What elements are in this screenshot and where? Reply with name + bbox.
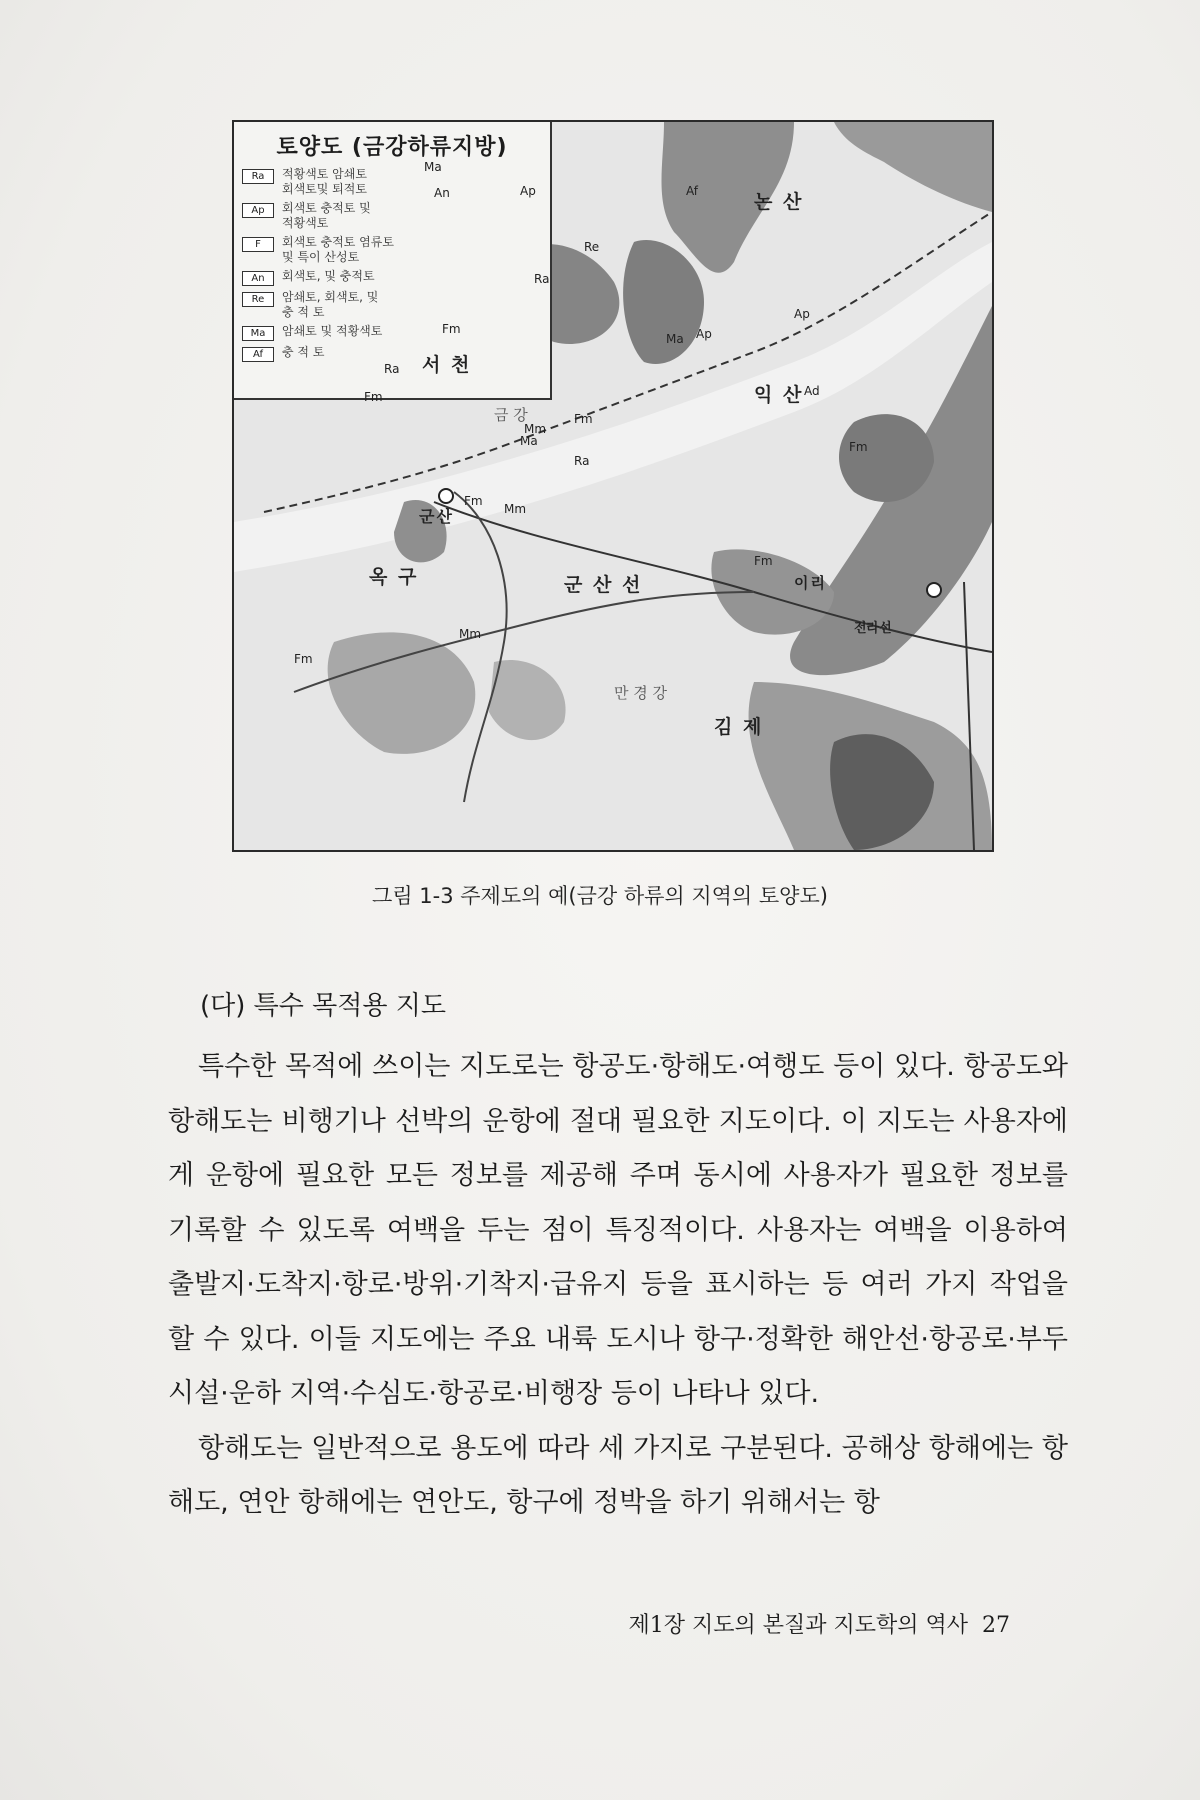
soil-code-label: Ap <box>696 327 712 341</box>
legend-item <box>242 235 542 265</box>
place-label-okgu: 옥 구 <box>369 566 419 588</box>
legend-text: 적황색토 암쇄토 회색토및 퇴적토 <box>282 167 367 196</box>
chapter-title: 제1장 지도의 본질과 지도학의 역사 <box>628 1613 968 1638</box>
soil-code-label: Fm <box>574 412 593 426</box>
legend-title: 토양도 (금강하류지방) <box>276 135 508 160</box>
soil-code-label: Re <box>584 240 600 254</box>
legend-item <box>242 324 542 341</box>
soil-code-label: Ra <box>574 454 590 468</box>
section-heading: (다) 특수 목적용 지도 <box>200 991 447 1021</box>
legend-item <box>242 290 542 320</box>
legend-text: 충 적 토 <box>282 345 325 359</box>
legend-text: 회색토 충적토 및 적황색토 <box>282 201 371 230</box>
paragraph: 항해도는 일반적으로 용도에 따라 세 가지로 구분된다. 공해상 항해에는 항해도, 연안 항해에는 연안도, 항구에 정박을 하기 위해서는 항 <box>168 1432 1068 1518</box>
soil-code-label: Mm <box>524 422 547 436</box>
place-label-iksan: 익 산 <box>754 384 804 406</box>
soil-code-label: Fm <box>442 322 461 336</box>
soil-code-label: Fm <box>849 440 868 454</box>
place-label-gimje: 김 제 <box>714 716 764 738</box>
place-label-gunsan-line: 군 산 선 <box>564 574 643 596</box>
page-footer <box>629 1608 1011 1639</box>
soil-code-label: Fm <box>294 652 313 666</box>
legend-item <box>242 345 542 362</box>
place-label-nonsan: 논 산 <box>754 191 804 213</box>
soil-code-label: Af <box>686 184 699 198</box>
legend-swatch: An <box>242 271 274 286</box>
legend-text: 암쇄토 및 적황색토 <box>282 324 383 338</box>
legend-item <box>242 201 542 231</box>
page-number: 27 <box>982 1613 1010 1638</box>
figure-caption: 그림 1-3 주제도의 예(금강 하류의 지역의 토양도) <box>372 884 828 908</box>
city-marker <box>927 583 941 597</box>
city-marker <box>439 489 453 503</box>
soil-code-label: Ra <box>384 362 400 376</box>
place-label-jeolla-line: 전라선 <box>854 621 892 636</box>
legend-swatch: Ap <box>242 203 274 218</box>
legend-text: 회색토, 및 충적토 <box>282 269 375 283</box>
soil-code-label: Ma <box>424 160 442 174</box>
soil-map-figure <box>232 120 994 852</box>
legend-swatch: F <box>242 237 274 252</box>
soil-code-label: Fm <box>464 494 483 508</box>
soil-code-label: Fm <box>754 554 773 568</box>
legend-item <box>242 167 542 197</box>
legend-swatch: Ma <box>242 326 274 341</box>
legend-swatch: Ra <box>242 169 274 184</box>
map-legend <box>234 122 552 400</box>
soil-code-label: Fm <box>364 390 383 404</box>
soil-code-label: Ap <box>520 184 536 198</box>
soil-code-label: Mm <box>459 627 482 641</box>
place-label-iri: 이리 <box>794 574 827 592</box>
legend-item <box>242 269 542 286</box>
soil-code-label: Ap <box>794 307 810 321</box>
soil-code-label: Ma <box>520 434 538 448</box>
soil-code-label: Mm <box>504 502 527 516</box>
place-label-seocheon: 서 천 <box>422 354 472 376</box>
legend-text: 회색토 충적토 염류토 및 특이 산성토 <box>282 235 394 264</box>
place-label-gunsan: 군산 <box>419 507 454 526</box>
place-label-geumgang: 금 강 <box>494 406 528 424</box>
soil-code-label: Ad <box>804 384 820 398</box>
soil-code-label: An <box>434 186 450 200</box>
body-text <box>168 1040 1068 1531</box>
soil-code-label: Ra <box>534 272 550 286</box>
place-label-mangyeong: 만 경 강 <box>614 684 668 702</box>
paragraph: 특수한 목적에 쓰이는 지도로는 항공도·항해도·여행도 등이 있다. 항공도와 항해도는 비행기나 선박의 운항에 절대 필요한 지도이다. 이 지도는 사용자에게 운항에 필요한 모든 정보를 제공해 주며 동시에 사용자가 필요한 정보를 기록할 수 있도록 여백을 두는 점이 특징적이다. 사용자는 여백을 이용하여 출발지·도착지·항로·방위·기착지·급유지 등을 표시하는 등 여러 가지 작업을 할 수 있다. 이들 지도에는 주요 내륙 도시나 항구·정확한 해안선·항공로·부두 시설·운하 지역·수심도·항공로·비행장 등이 나타나 있다. <box>168 1051 1068 1409</box>
legend-swatch: Af <box>242 347 274 362</box>
legend-text: 암쇄토, 회색토, 및 충 적 토 <box>282 290 379 319</box>
soil-code-label: Ma <box>666 332 684 346</box>
legend-swatch: Re <box>242 292 274 307</box>
